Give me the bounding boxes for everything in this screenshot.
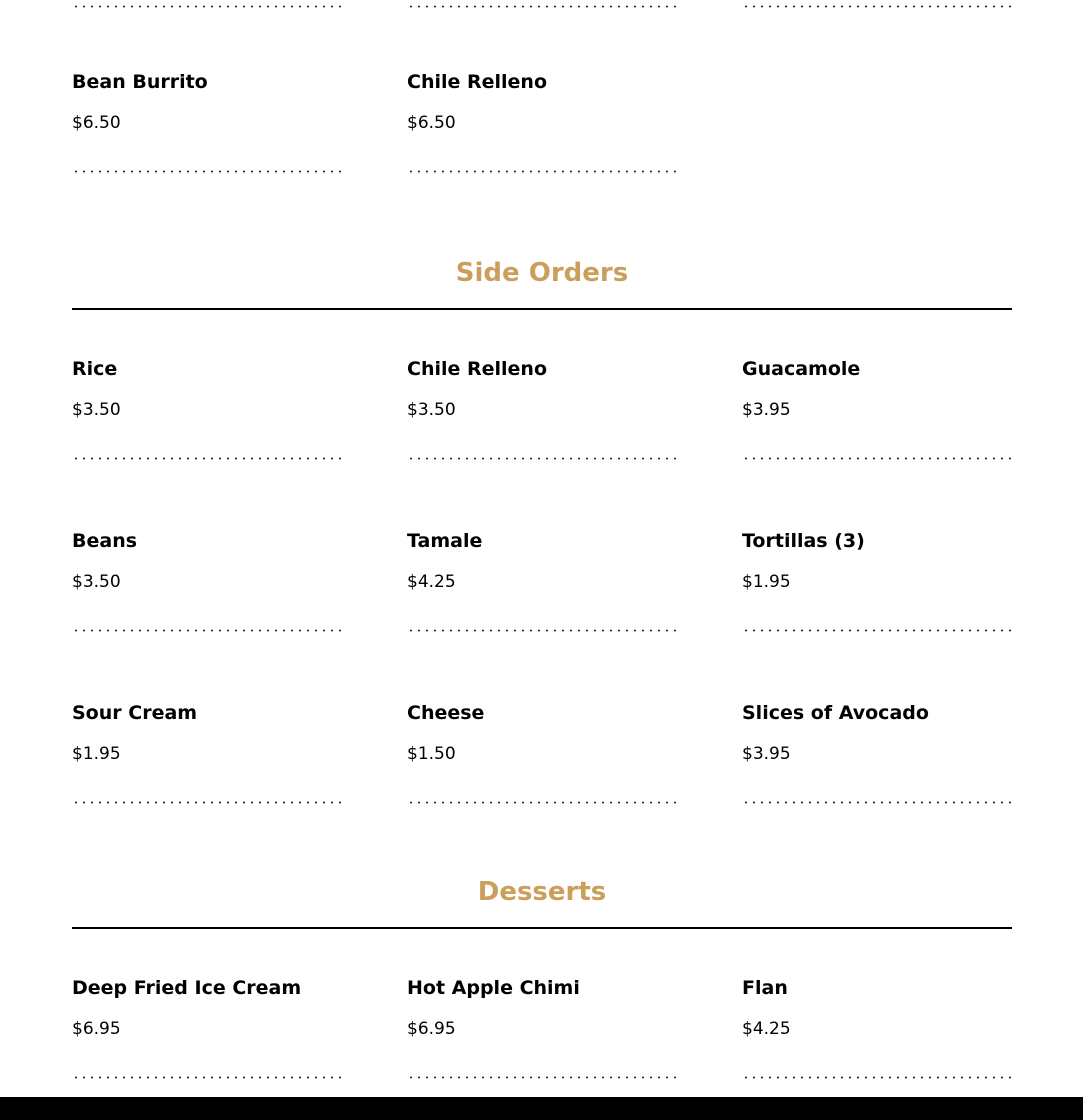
menu-item-price: $4.25	[742, 1019, 791, 1039]
menu-item-name: Beans	[72, 530, 138, 552]
dotted-leader	[742, 801, 1012, 804]
dotted-leader	[742, 1076, 1012, 1079]
menu-item-name: Bean Burrito	[72, 71, 208, 93]
dotted-leader	[407, 801, 677, 804]
menu-item	[407, 459, 677, 631]
menu-item-price: $3.50	[72, 400, 121, 420]
menu-item-name: Guacamole	[742, 358, 861, 380]
menu-item	[742, 459, 1012, 631]
menu-item	[742, 906, 1012, 1078]
menu-item	[742, 631, 1012, 803]
menu-item-name: Sour Cream	[72, 702, 198, 724]
menu-item-name: Hot Apple Chimi	[407, 977, 580, 999]
menu-item	[72, 459, 342, 631]
menu-item-price: $6.50	[72, 113, 121, 133]
menu-item	[407, 287, 677, 459]
menu-item-name: Flan	[742, 977, 788, 999]
menu-item	[742, 287, 1012, 459]
dotted-leader	[407, 170, 677, 173]
menu-item-name: Tamale	[407, 530, 483, 552]
section-title-desserts: Desserts	[477, 877, 607, 907]
menu-item-name: Deep Fried Ice Cream	[72, 977, 302, 999]
menu-item-price: $6.95	[407, 1019, 456, 1039]
menu-item-name: Chile Relleno	[407, 71, 548, 93]
menu-item-name: Rice	[72, 358, 118, 380]
menu-item-price: $3.50	[72, 572, 121, 592]
menu-item-price: $3.50	[407, 400, 456, 420]
menu-item	[407, 906, 677, 1078]
dotted-leader	[742, 5, 1012, 8]
menu-item-price: $3.95	[742, 400, 791, 420]
menu-item-price: $1.95	[72, 744, 121, 764]
menu-item	[407, 0, 677, 172]
menu-item-price: $3.95	[742, 744, 791, 764]
menu-item-price: $1.50	[407, 744, 456, 764]
desserts-grid	[72, 906, 1012, 1078]
dotted-leader	[72, 1076, 342, 1079]
previous-section-grid	[72, 12, 1012, 184]
side-orders-grid	[72, 287, 1012, 803]
menu-item	[72, 0, 342, 172]
menu-item	[72, 287, 342, 459]
dotted-leader	[407, 1076, 677, 1079]
menu-item-name: Tortillas (3)	[742, 530, 865, 552]
dotted-leader	[72, 170, 342, 173]
menu-item-name: Slices of Avocado	[742, 702, 929, 724]
menu-item-name: Cheese	[407, 702, 485, 724]
menu-item-price: $6.95	[72, 1019, 121, 1039]
menu-item-price: $1.95	[742, 572, 791, 592]
menu-item	[407, 631, 677, 803]
menu-item	[72, 631, 342, 803]
footer-bar	[0, 1097, 1083, 1120]
section-title-side-orders: Side Orders	[455, 258, 629, 288]
menu-item-name: Chile Relleno	[407, 358, 548, 380]
menu-item-price: $6.50	[407, 113, 456, 133]
menu-item-price: $4.25	[407, 572, 456, 592]
menu-item	[72, 906, 342, 1078]
dotted-leader	[72, 801, 342, 804]
